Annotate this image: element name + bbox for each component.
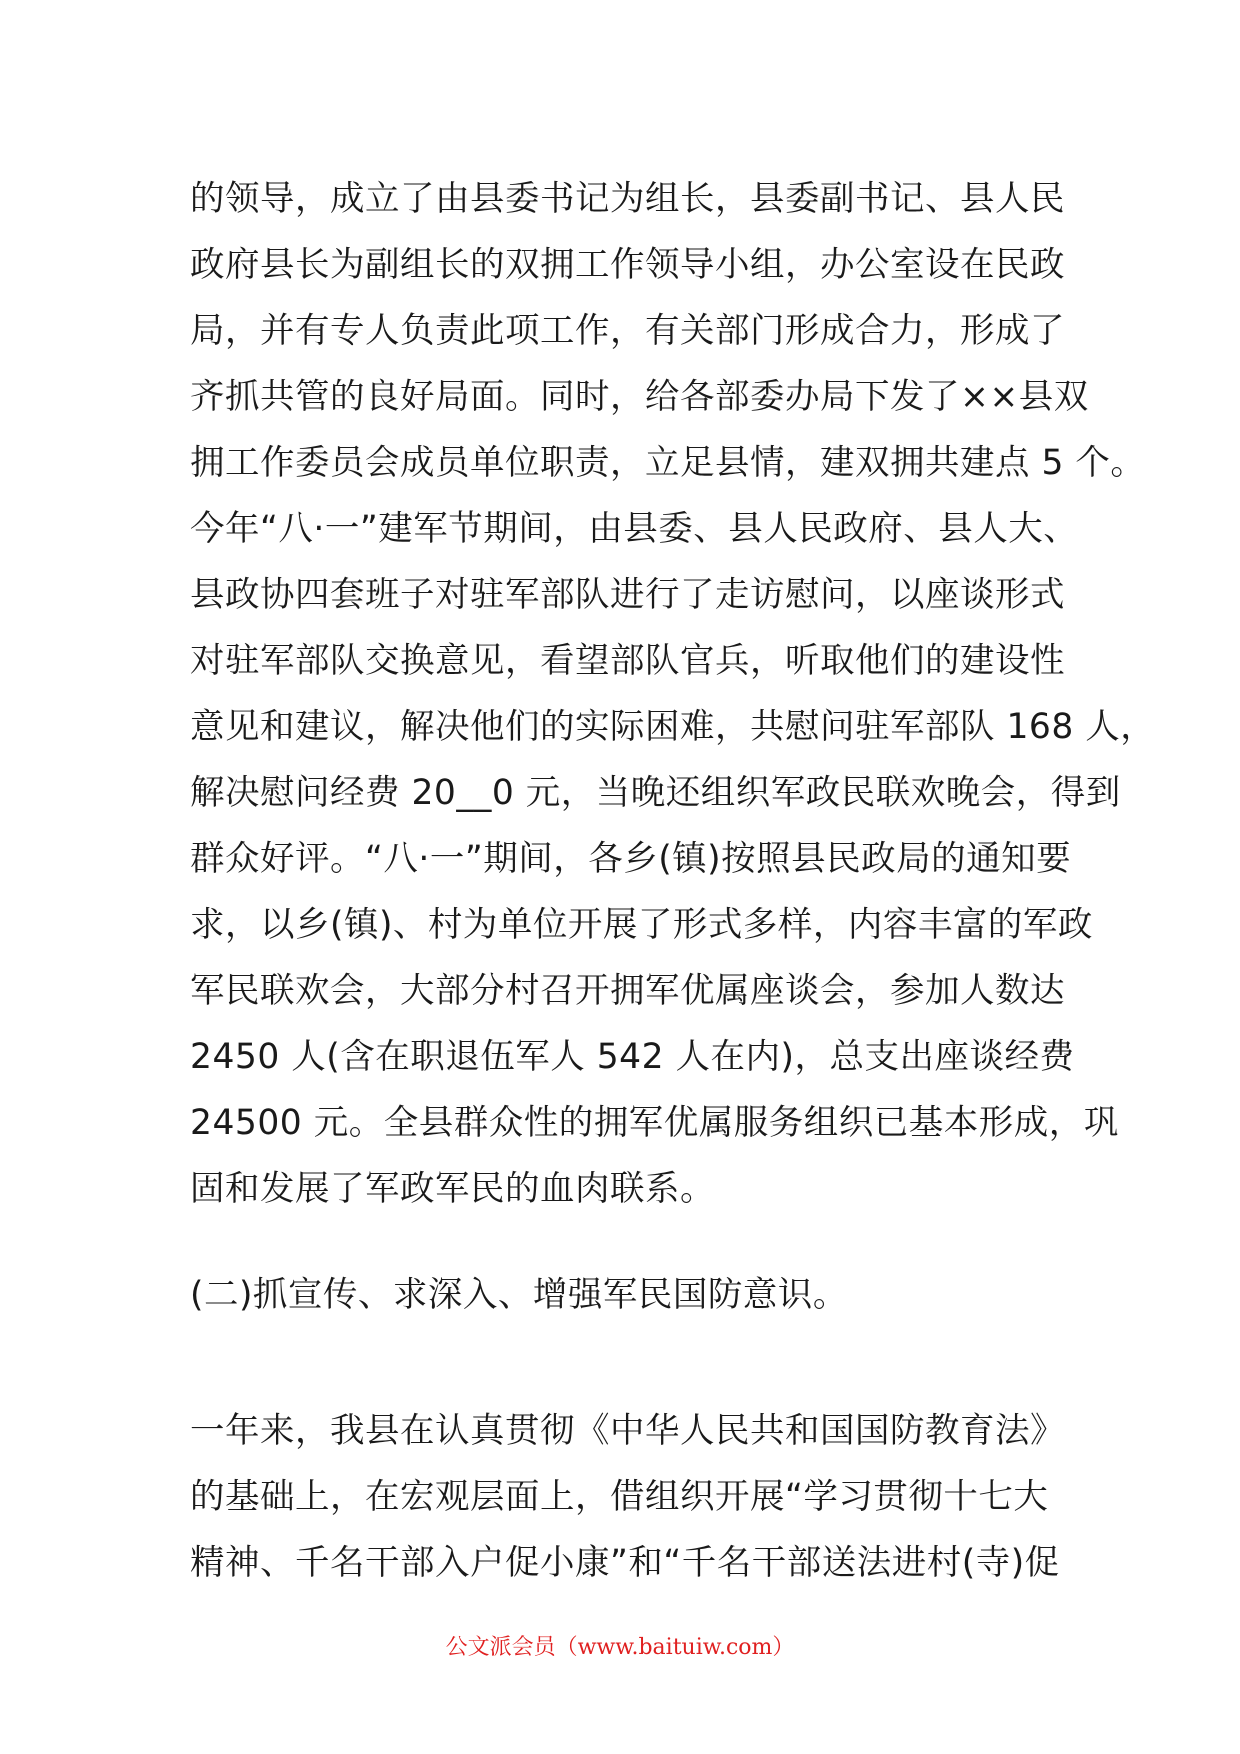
paragraph-line: 意见和建议，解决他们的实际困难，共慰问驻军部队 168 人， — [190, 707, 1156, 747]
section-heading — [190, 1262, 1070, 1328]
paragraph-line: 的基础上，在宏观层面上，借组织开展“学习贯彻十七大 — [190, 1477, 1049, 1517]
paragraph-line: 精神、千名干部入户促小康”和“千名干部送法进村(寺)促 — [190, 1543, 1060, 1583]
paragraph-line: 2450 人(含在职退伍军人 542 人在内)，总支出座谈经费 — [190, 1037, 1075, 1077]
footer-watermark: 公文派会员（www.baituiw.com） — [445, 1635, 795, 1660]
paragraph-line: 群众好评。“八·一”期间，各乡(镇)按照县民政局的通知要 — [190, 839, 1072, 879]
paragraph-line: 的领导，成立了由县委书记为组长，县委副书记、县人民 — [190, 179, 1065, 219]
paragraph-line: 一年来，我县在认真贯彻《中华人民共和国国防教育法》 — [190, 1411, 1065, 1451]
section-heading-text: (二)抓宣传、求深入、增强军民国防意识。 — [190, 1275, 848, 1315]
paragraph-line: 求，以乡(镇)、村为单位开展了形式多样，内容丰富的军政 — [190, 905, 1093, 945]
paragraph-1 — [190, 166, 1156, 1222]
paragraph-line: 拥工作委员会成员单位职责，立足县情，建双拥共建点 5 个。 — [190, 443, 1146, 483]
paragraph-line: 24500 元。全县群众性的拥军优属服务组织已基本形成，巩 — [190, 1103, 1119, 1143]
paragraph-line: 固和发展了军政军民的血肉联系。 — [190, 1169, 715, 1209]
paragraph-line: 军民联欢会，大部分村召开拥军优属座谈会，参加人数达 — [190, 971, 1065, 1011]
paragraph-line: 对驻军部队交换意见，看望部队官兵，听取他们的建设性 — [190, 641, 1065, 681]
paragraph-line: 解决慰问经费 20__0 元，当晚还组织军政民联欢晚会，得到 — [190, 773, 1121, 813]
paragraph-line: 县政协四套班子对驻军部队进行了走访慰问，以座谈形式 — [190, 575, 1065, 615]
paragraph-line: 齐抓共管的良好局面。同时，给各部委办局下发了××县双 — [190, 377, 1089, 417]
paragraph-3 — [190, 1398, 1070, 1596]
paragraph-line: 政府县长为副组长的双拥工作领导小组，办公室设在民政 — [190, 245, 1065, 285]
paragraph-line: 局，并有专人负责此项工作，有关部门形成合力，形成了 — [190, 311, 1065, 351]
paragraph-line: 今年“八·一”建军节期间，由县委、县人民政府、县人大、 — [190, 509, 1079, 549]
